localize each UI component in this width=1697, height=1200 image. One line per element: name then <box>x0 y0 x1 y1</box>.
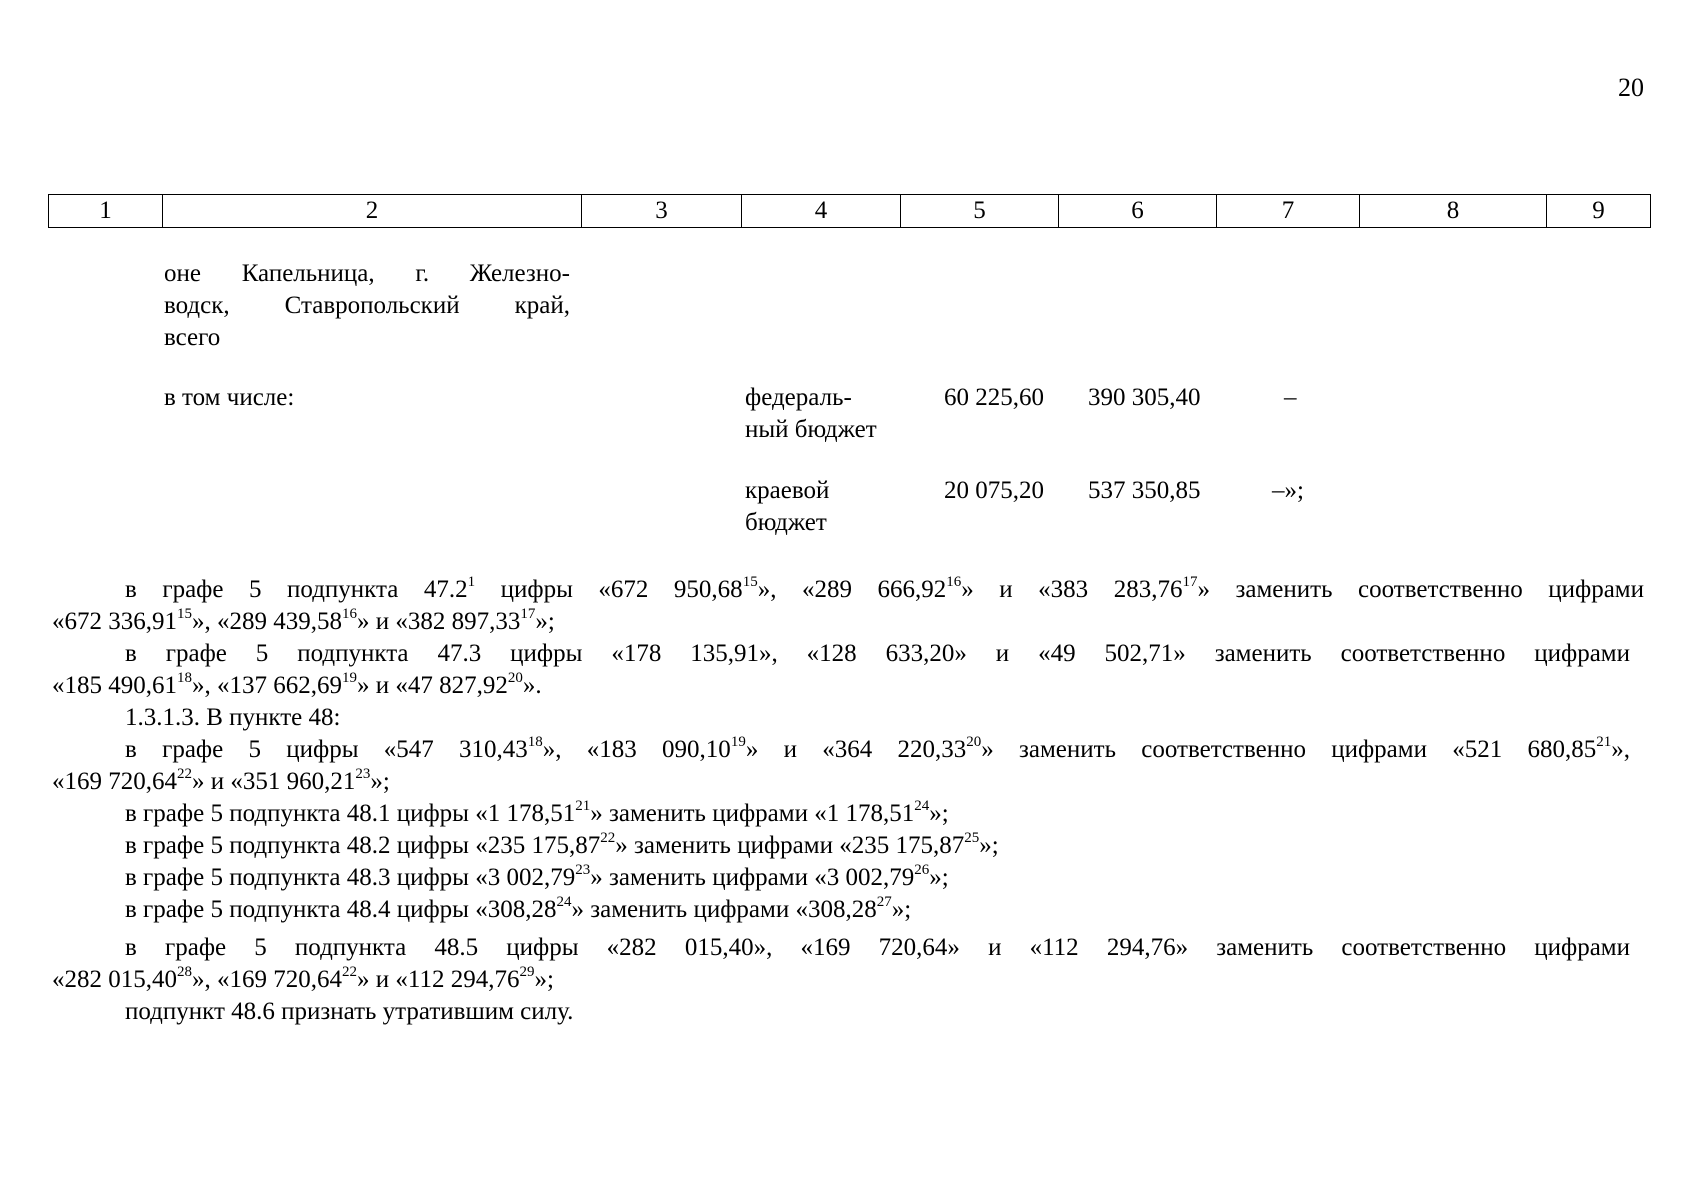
amendment-47-3-line-2: «185 490,61$^{18}$», «137 662,69$^{19}$» и «47 827,92$^{20}$». <box>52 670 542 699</box>
amendment-48-2 <box>52 830 1644 862</box>
column-number-8: 8 <box>1360 195 1547 228</box>
column-number-9: 9 <box>1547 195 1651 228</box>
amendment-48-line-2: «169 720,64$^{22}$» и «351 960,21$^{23}$»; <box>52 766 390 795</box>
amendment-48-4-text: в графе 5 подпункта 48.4 цифры «308,28$^{24}$» заменить цифрами «308,28$^{27}$»; <box>125 894 912 923</box>
amendment-47-3 <box>52 638 1630 702</box>
amendment-47-2-line-1: в графе 5 подпункта 47.2$^1$ цифры «672 950,68$^{15}$», «289 666,92$^{16}$» и «383 283,76$^{17}$» заменить соответственно цифрами <box>125 574 1644 603</box>
amendment-48-5-line-1: в графе 5 подпункта 48.5 цифры «282 015,40», «169 720,64» и «112 294,76» заменить соответственно цифрами <box>125 934 1630 961</box>
regional-col5-value: 20 075,20 <box>944 477 1044 504</box>
amendment-48-6 <box>52 996 1644 1028</box>
object-title-line-2: водск, Ставропольский край, <box>164 292 570 319</box>
federal-budget-label <box>745 382 877 446</box>
column-number-1: 1 <box>49 195 163 228</box>
amendment-48-5-line-2: «282 015,40$^{28}$», «169 720,64$^{22}$» и «112 294,76$^{29}$»; <box>52 964 554 993</box>
regional-col6-value: 537 350,85 <box>1088 477 1201 504</box>
amendment-48 <box>52 734 1630 798</box>
federal-col6-value: 390 305,40 <box>1088 384 1201 411</box>
object-title-cell <box>164 258 570 354</box>
column-number-6: 6 <box>1059 195 1217 228</box>
amendment-47-2-line-2: «672 336,91$^{15}$», «289 439,58$^{16}$» и «382 897,33$^{17}$»; <box>52 606 555 635</box>
regional-budget-label-line-2: бюджет <box>745 509 827 536</box>
column-number-2: 2 <box>163 195 582 228</box>
column-number-4: 4 <box>742 195 901 228</box>
table-column-numbers <box>48 194 1651 228</box>
section-heading-text: 1.3.1.3. В пункте 48: <box>125 704 341 731</box>
amendment-48-3 <box>52 862 1644 894</box>
federal-budget-label-line-2: ный бюджет <box>745 416 877 443</box>
amendment-48-1-text: в графе 5 подпункта 48.1 цифры «1 178,51$^{21}$» заменить цифрами «1 178,51$^{24}$»; <box>125 798 949 827</box>
section-heading-1-3-1-3 <box>52 702 1644 734</box>
regional-col7-value: –»; <box>1272 477 1304 504</box>
amendment-48-line-1: в графе 5 цифры «547 310,43$^{18}$», «183 090,10$^{19}$» и «364 220,33$^{20}$» заменить соответственно цифрами «521 680,85$^{21}$», <box>125 734 1631 763</box>
page-number: 20 <box>1618 73 1644 102</box>
amendment-48-1 <box>52 798 1644 830</box>
regional-budget-label-line-1: краевой <box>745 477 830 504</box>
amendment-48-5 <box>52 932 1630 996</box>
federal-col7-value: – <box>1284 384 1297 411</box>
amendment-47-3-line-1: в графе 5 подпункта 47.3 цифры «178 135,91», «128 633,20» и «49 502,71» заменить соответственно цифрами <box>125 640 1630 667</box>
regional-budget-label <box>745 475 829 539</box>
amendment-47-2 <box>52 574 1644 638</box>
column-number-7: 7 <box>1217 195 1360 228</box>
column-number-5: 5 <box>901 195 1059 228</box>
amendment-48-3-text: в графе 5 подпункта 48.3 цифры «3 002,79$^{23}$» заменить цифрами «3 002,79$^{26}$»; <box>125 862 949 891</box>
including-label: в том числе: <box>164 384 295 411</box>
federal-col5-value: 60 225,60 <box>944 384 1044 411</box>
column-number-3: 3 <box>582 195 742 228</box>
object-title-line-3: всего <box>164 324 221 351</box>
amendment-48-2-text: в графе 5 подпункта 48.2 цифры «235 175,87$^{22}$» заменить цифрами «235 175,87$^{25}$»; <box>125 830 999 859</box>
amendment-48-4 <box>52 894 1644 926</box>
amendment-48-6-text: подпункт 48.6 признать утратившим силу. <box>125 998 574 1025</box>
object-title-line-1: оне Капельница, г. Железно- <box>164 260 570 287</box>
federal-budget-label-line-1: федераль- <box>745 384 852 411</box>
